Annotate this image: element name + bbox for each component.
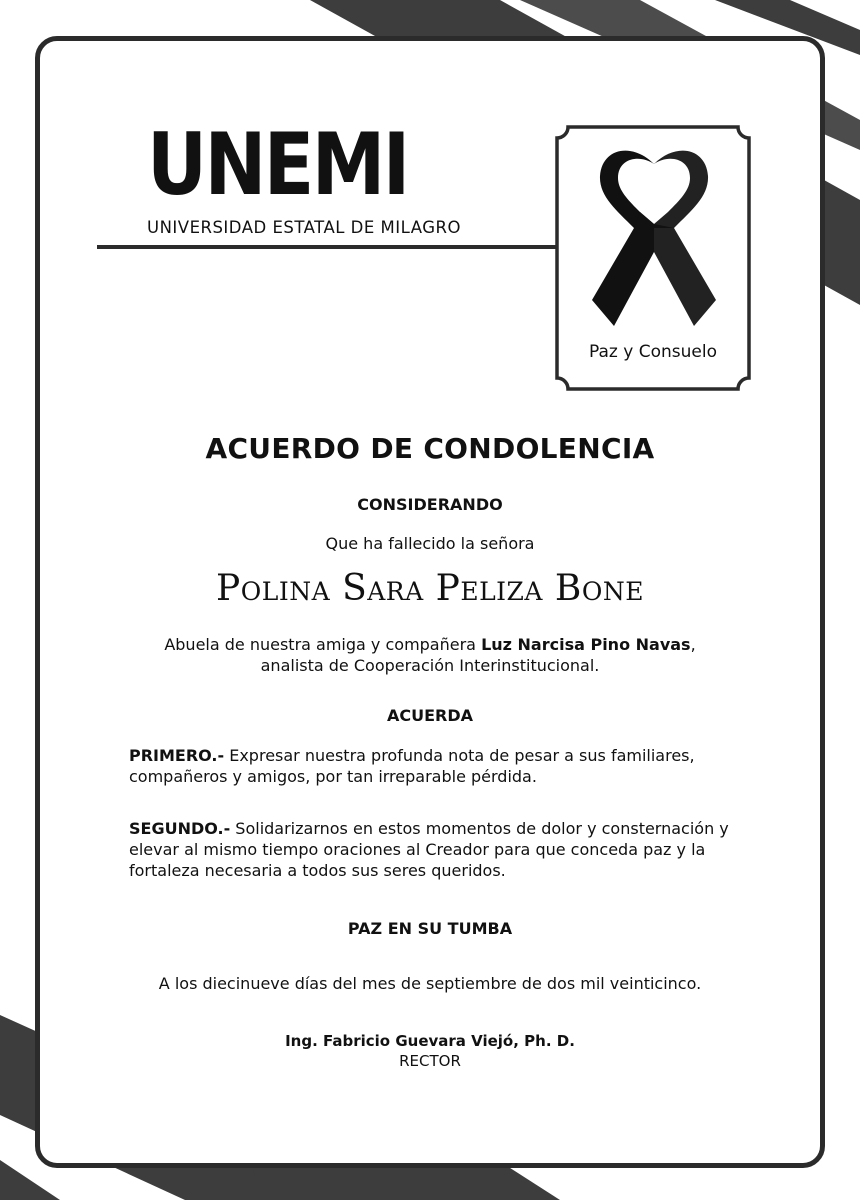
relation-prefix: Abuela de nuestra amiga y compañera	[164, 635, 482, 654]
segundo-label: SEGUNDO.-	[129, 819, 231, 838]
unemi-logo: UNEMI	[147, 115, 408, 215]
segundo-text: Solidarizarnos en estos momentos de dolor y consternación y elevar al mismo tiempo oraciones al Creador para que conceda paz y la fortaleza necesaria a todos sus seres queridos.	[129, 819, 729, 880]
date-line: A los diecinueve días del mes de septiembre de dos mil veinticinco.	[158, 974, 702, 993]
relation-line-1	[60, 634, 800, 655]
deceased-name: Polina Sara Peliza Bone	[216, 568, 644, 609]
intro-line: Que ha fallecido la señora	[325, 534, 535, 553]
signatory-title: RECTOR	[399, 1052, 461, 1070]
ribbon-caption: Paz y Consuelo	[589, 342, 717, 362]
primero-paragraph	[129, 745, 739, 787]
primero-text: Expresar nuestra profunda nota de pesar a sus familiares, compañeros y amigos, por tan irreparable pérdida.	[129, 746, 695, 786]
segundo-paragraph	[129, 818, 739, 881]
considerando-heading: CONSIDERANDO	[357, 495, 503, 514]
acuerda-heading: ACUERDA	[386, 706, 474, 725]
signatory-name: Ing. Fabricio Guevara Viejó, Ph. D.	[285, 1032, 575, 1050]
primero-label: PRIMERO.-	[129, 746, 225, 765]
relation-suffix: ,	[690, 635, 696, 654]
institution-name: UNIVERSIDAD ESTATAL DE MILAGRO	[147, 218, 461, 237]
relation-line-2: analista de Cooperación Interinstitucional.	[260, 656, 600, 675]
document-title: ACUERDO DE CONDOLENCIA	[205, 432, 655, 465]
closing-heading: PAZ EN SU TUMBA	[347, 919, 513, 938]
relation-person: Luz Narcisa Pino Navas	[481, 635, 691, 654]
header-divider	[97, 245, 557, 249]
